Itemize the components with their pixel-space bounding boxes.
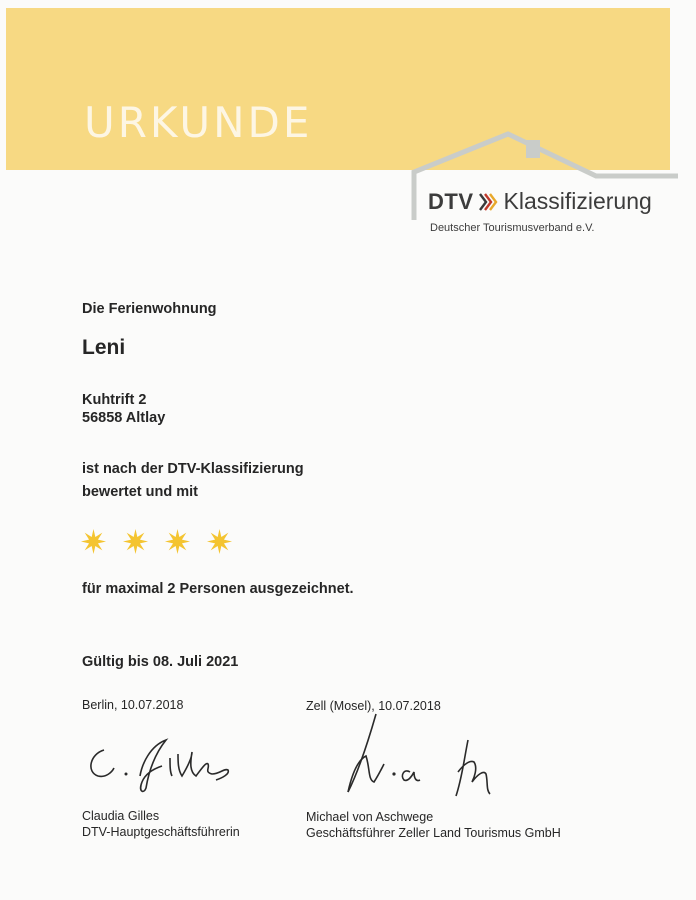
signatory-2-place-date: Zell (Mosel), 10.07.2018 — [306, 699, 441, 713]
star-icon — [80, 528, 107, 555]
signatory-2-title: Geschäftsführer Zeller Land Tourismus GmbH — [306, 826, 561, 840]
capacity-text: für maximal 2 Personen ausgezeichnet. — [82, 581, 354, 597]
star-shape — [81, 529, 106, 554]
signatory-1-name: Claudia Gilles — [82, 809, 160, 823]
signatory-2-name: Michael von Aschwege — [306, 810, 434, 824]
logo-product: Klassifizierung — [503, 188, 652, 214]
signatory-1-title: DTV-Hauptgeschäftsführerin — [82, 825, 240, 839]
validity-text: Gültig bis 08. Juli 2021 — [82, 654, 239, 670]
star-icon — [122, 528, 149, 555]
address-city: 56858 Altlay — [82, 410, 166, 426]
address-street: Kuhtrift 2 — [82, 392, 147, 408]
intro-text: Die Ferienwohnung — [82, 301, 217, 317]
signatory-1-place-date: Berlin, 10.07.2018 — [82, 698, 184, 712]
statement-line-2: bewertet und mit — [82, 484, 199, 500]
star-icon — [206, 528, 233, 555]
signature-1-image — [80, 728, 250, 798]
star-rating — [80, 528, 233, 555]
star-shape — [123, 529, 148, 554]
star-shape — [165, 529, 190, 554]
chevrons-icon — [478, 191, 498, 213]
certificate-title: URKUNDE — [84, 98, 313, 147]
statement-line-1: ist nach der DTV-Klassifizierung — [82, 461, 304, 477]
dtv-logo — [428, 188, 652, 215]
star-shape — [207, 529, 232, 554]
star-icon — [164, 528, 191, 555]
logo-subtitle: Deutscher Tourismusverband e.V. — [430, 222, 595, 234]
logo-brand: DTV — [428, 188, 474, 214]
property-name: Leni — [82, 336, 126, 359]
